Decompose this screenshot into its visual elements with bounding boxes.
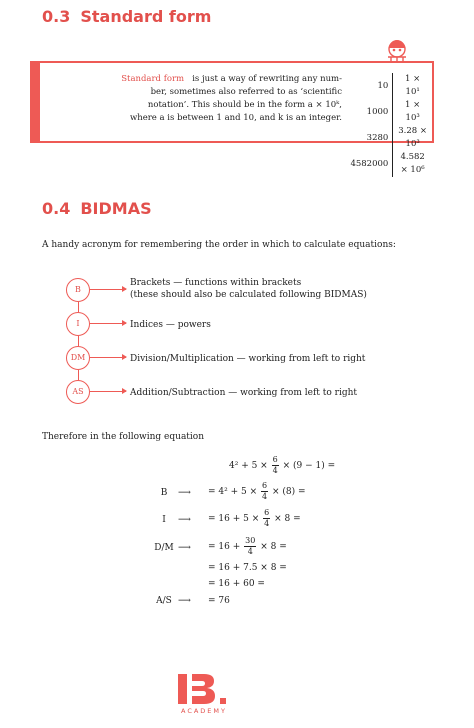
equation-line: 4² + 5 × $\frac{6}{4}$ × (9 − 1) = — [229, 455, 336, 475]
description-line-4: where a is between 1 and 10, and k is an integer. — [129, 113, 342, 123]
table-row: 10 1 × 10¹ — [346, 73, 432, 99]
step-description: Brackets — functions within brackets (these should also be calculated following BIDMAS) — [130, 278, 367, 300]
therefore-text: Therefore in the following equation — [42, 432, 205, 442]
step-label: A/S — [156, 596, 172, 606]
equation-line: = 76 — [208, 596, 230, 606]
arrow-right-icon — [90, 323, 126, 324]
section-number: 0.4 — [42, 199, 71, 218]
step-label: I — [162, 515, 166, 525]
arrow-right-icon: ⟶ — [178, 543, 191, 553]
arrow-right-icon: ⟶ — [178, 515, 191, 525]
fraction: $\frac{30}{4}$ — [245, 536, 256, 556]
section-title-standard-form — [42, 7, 211, 26]
arrow-right-icon — [90, 391, 126, 392]
section-title-bidmas — [42, 199, 152, 218]
equation-line: = 16 + 60 = — [208, 579, 265, 589]
section-heading: BIDMAS — [80, 199, 152, 218]
arrow-right-icon: ⟶ — [178, 488, 191, 498]
step-description: Indices — powers — [130, 320, 211, 330]
table-row: 3280 3.28 × 10³ — [346, 125, 432, 151]
table-row: 1000 1 × 10³ — [346, 99, 432, 125]
connector-line — [78, 370, 79, 380]
connector-line — [78, 336, 79, 346]
equation-line: = 16 + 5 × $\frac{6}{4}$ × 8 = — [208, 508, 301, 528]
standard-form-box — [30, 61, 434, 175]
equation-line: = 16 + 7.5 × 8 = — [208, 563, 287, 573]
step-label: B — [160, 488, 168, 498]
fraction: $\frac{6}{4}$ — [262, 481, 268, 501]
fraction: $\frac{6}{4}$ — [264, 508, 270, 528]
standard-form-table — [346, 73, 432, 177]
table-row: 4582000 4.582 × 10⁶ — [346, 151, 432, 177]
description-line-2: ber, sometimes also referred to as ‘scientific — [150, 87, 342, 97]
step-letter: DM — [66, 346, 90, 370]
arrow-right-icon — [90, 357, 126, 358]
description-line-1: is just a way of rewriting any num- — [192, 74, 342, 84]
connector-line — [78, 302, 79, 312]
logo-wordmark: ACADEMY — [180, 707, 227, 715]
step-letter: AS — [66, 380, 90, 404]
standard-form-term: Standard form — [121, 74, 185, 84]
equation-line: = 4² + 5 × $\frac{6}{4}$ × (8) = — [208, 481, 306, 501]
section-number: 0.3 — [42, 7, 71, 26]
step-letter: B — [66, 278, 90, 302]
step-description: Division/Multiplication — working from left to right — [130, 354, 366, 364]
arrow-right-icon: ⟶ — [178, 596, 191, 606]
step-letter: I — [66, 312, 90, 336]
step-label: D/M — [154, 543, 174, 553]
standard-form-description — [80, 73, 342, 125]
academy-logo-icon — [178, 674, 230, 704]
fraction: $\frac{6}{4}$ — [272, 455, 278, 475]
section-heading: Standard form — [80, 7, 212, 26]
intro-text: A handy acronym for remembering the order in which to calculate equations: — [42, 240, 396, 250]
description-line-3: notation’. This should be in the form a × 10ᵏ, — [147, 100, 342, 110]
arrow-right-icon — [90, 289, 126, 290]
step-description: Addition/Subtraction — working from left to right — [130, 388, 358, 398]
equation-line: = 16 + $\frac{30}{4}$ × 8 = — [208, 536, 287, 556]
